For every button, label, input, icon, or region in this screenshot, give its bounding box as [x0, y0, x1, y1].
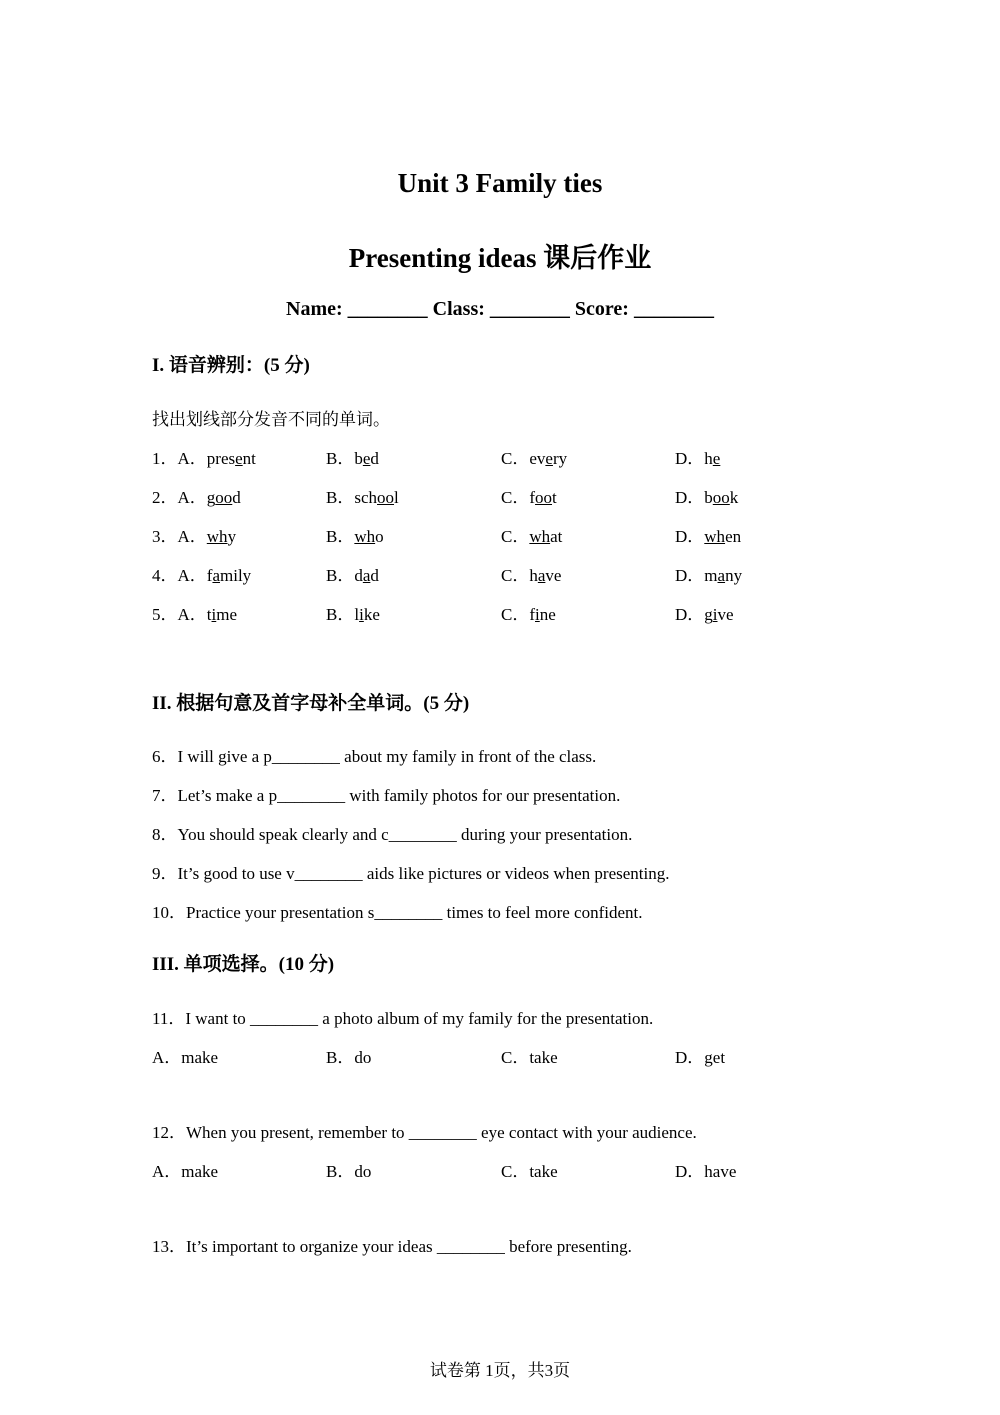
word-part: mily: [220, 566, 252, 585]
phonics-option: [501, 522, 562, 547]
word-part: d: [354, 566, 363, 585]
word-part: ve: [545, 566, 562, 585]
word-part: k: [729, 488, 739, 507]
section1-instruction: 找出划线部分发音不同的单词。: [152, 410, 390, 429]
phonics-option: [152, 444, 256, 469]
word-part: t: [206, 605, 212, 624]
word-part: ke: [363, 605, 380, 624]
fill-in-question: 7．Let’s make a p________ with family photos for our presentation.: [152, 786, 621, 805]
lesson-title: Presenting ideas 课后作业: [348, 243, 652, 273]
word-part: f: [206, 566, 213, 585]
phonics-option: [675, 483, 738, 508]
underlined-letters: wh: [206, 527, 228, 546]
question-number: 3．: [152, 527, 178, 546]
phonics-option: [326, 522, 384, 547]
word-part: l: [354, 605, 360, 624]
choice-options-row: [152, 1157, 852, 1181]
option-letter: C．: [501, 566, 530, 585]
underlined-letters: wh: [529, 527, 551, 546]
phonics-option: [152, 483, 241, 508]
word-part: nt: [242, 449, 256, 468]
word-part: h: [529, 566, 538, 585]
word-part: ne: [539, 605, 556, 624]
word-part: f: [529, 605, 536, 624]
option-letter: B．: [326, 449, 355, 468]
underlined-letters: e: [545, 449, 553, 468]
option-letter: C．: [501, 527, 530, 546]
underlined-letters: oo: [377, 488, 395, 507]
phonics-option: [326, 444, 379, 469]
choice-question-stem: 11．I want to ________ a photo album of my family for the presentation.: [152, 1009, 654, 1028]
word-part: y: [227, 527, 237, 546]
phonics-question-row: [152, 600, 852, 624]
option-letter: D．: [675, 527, 705, 546]
underlined-letters: i: [211, 605, 217, 624]
word-part: at: [550, 527, 563, 546]
underlined-letters: a: [362, 566, 371, 585]
section2-heading: II. 根据句意及首字母补全单词。(5 分): [152, 693, 470, 714]
underlined-letters: e: [362, 449, 371, 468]
underlined-letters: a: [212, 566, 220, 585]
option-letter: B．: [326, 488, 355, 507]
word-part: ny: [725, 566, 743, 585]
option-letter: D．: [675, 605, 705, 624]
option-letter: D．: [675, 449, 705, 468]
underlined-letters: oo: [712, 488, 730, 507]
phonics-option: [501, 444, 567, 469]
underlined-letters: a: [717, 566, 726, 585]
underlined-letters: i: [535, 605, 540, 624]
unit-title: Unit 3 Family ties: [397, 168, 603, 198]
underlined-letters: oo: [215, 488, 233, 507]
phonics-option: [326, 600, 380, 625]
option-letter: A．: [177, 527, 207, 546]
phonics-option: [152, 600, 237, 625]
underlined-letters: e: [712, 449, 721, 468]
word-part: ev: [529, 449, 546, 468]
phonics-option: [675, 522, 741, 547]
word-part: b: [354, 449, 363, 468]
word-part: ry: [552, 449, 568, 468]
section1-heading: I. 语音辨别：(5 分): [152, 355, 310, 376]
student-info-line: Name: ________ Class: ________ Score: ________: [286, 298, 714, 320]
question-number: 4．: [152, 566, 178, 585]
option-letter: A．: [177, 488, 207, 507]
phonics-option: [675, 561, 742, 586]
fill-in-question: 10．Practice your presentation s________ times to feel more confident.: [152, 903, 643, 922]
option-letter: B．: [326, 527, 355, 546]
choice-question-stem: 12．When you present, remember to ________ eye contact with your audience.: [152, 1123, 697, 1142]
option-letter: A．: [177, 566, 207, 585]
phonics-question-row: [152, 444, 852, 468]
option-letter: A．: [177, 605, 207, 624]
word-part: f: [529, 488, 536, 507]
fill-in-question: 6．I will give a p________ about my family in front of the class.: [152, 747, 597, 766]
phonics-question-row: [152, 483, 852, 507]
phonics-option: [152, 561, 251, 586]
question-number: 1．: [152, 449, 178, 468]
phonics-option: [675, 600, 734, 625]
word-part: sch: [354, 488, 378, 507]
choice-option: A．make: [152, 1162, 219, 1181]
phonics-question-row: [152, 522, 852, 546]
phonics-option: [501, 600, 556, 625]
page-footer: 试卷第 1页，共3页: [429, 1361, 571, 1380]
phonics-question-row: [152, 561, 852, 585]
choice-question-stem: 13．It’s important to organize your ideas ________ before presenting.: [152, 1237, 632, 1256]
option-letter: B．: [326, 605, 355, 624]
phonics-option: [675, 444, 720, 469]
fill-in-question: 8．You should speak clearly and c________ during your presentation.: [152, 825, 633, 844]
phonics-option: [152, 522, 236, 547]
word-part: g: [206, 488, 216, 507]
word-part: d: [232, 488, 241, 507]
option-letter: A．: [177, 449, 207, 468]
word-part: pres: [206, 449, 236, 468]
option-letter: C．: [501, 449, 530, 468]
choice-option: D．get: [675, 1048, 726, 1067]
word-part: l: [394, 488, 399, 507]
underlined-letters: i: [359, 605, 364, 624]
option-letter: B．: [326, 566, 355, 585]
word-part: me: [216, 605, 238, 624]
word-part: o: [375, 527, 384, 546]
option-letter: C．: [501, 605, 530, 624]
choice-option: D．have: [675, 1162, 737, 1181]
word-part: b: [704, 488, 713, 507]
word-part: m: [704, 566, 718, 585]
underlined-letters: e: [235, 449, 243, 468]
question-number: 5．: [152, 605, 178, 624]
underlined-letters: wh: [354, 527, 376, 546]
phonics-option: [326, 561, 379, 586]
word-part: en: [725, 527, 742, 546]
choice-option: A．make: [152, 1048, 219, 1067]
fill-in-question: 9．It’s good to use v________ aids like pictures or videos when presenting.: [152, 864, 670, 883]
word-part: h: [704, 449, 713, 468]
choice-options-row: [152, 1043, 852, 1067]
underlined-letters: i: [712, 605, 718, 624]
word-part: t: [552, 488, 557, 507]
underlined-letters: a: [537, 566, 546, 585]
word-part: d: [370, 566, 379, 585]
word-part: d: [370, 449, 379, 468]
phonics-option: [501, 483, 557, 508]
phonics-option: [501, 561, 561, 586]
choice-option: B．do: [326, 1048, 372, 1067]
option-letter: D．: [675, 566, 705, 585]
question-number: 2．: [152, 488, 178, 507]
option-letter: C．: [501, 488, 530, 507]
choice-option: C．take: [501, 1162, 558, 1181]
underlined-letters: wh: [704, 527, 726, 546]
section3-heading: III. 单项选择。(10 分): [152, 954, 335, 975]
word-part: g: [704, 605, 713, 624]
phonics-option: [326, 483, 399, 508]
word-part: ve: [717, 605, 734, 624]
option-letter: D．: [675, 488, 705, 507]
choice-option: C．take: [501, 1048, 558, 1067]
underlined-letters: oo: [535, 488, 553, 507]
choice-option: B．do: [326, 1162, 372, 1181]
